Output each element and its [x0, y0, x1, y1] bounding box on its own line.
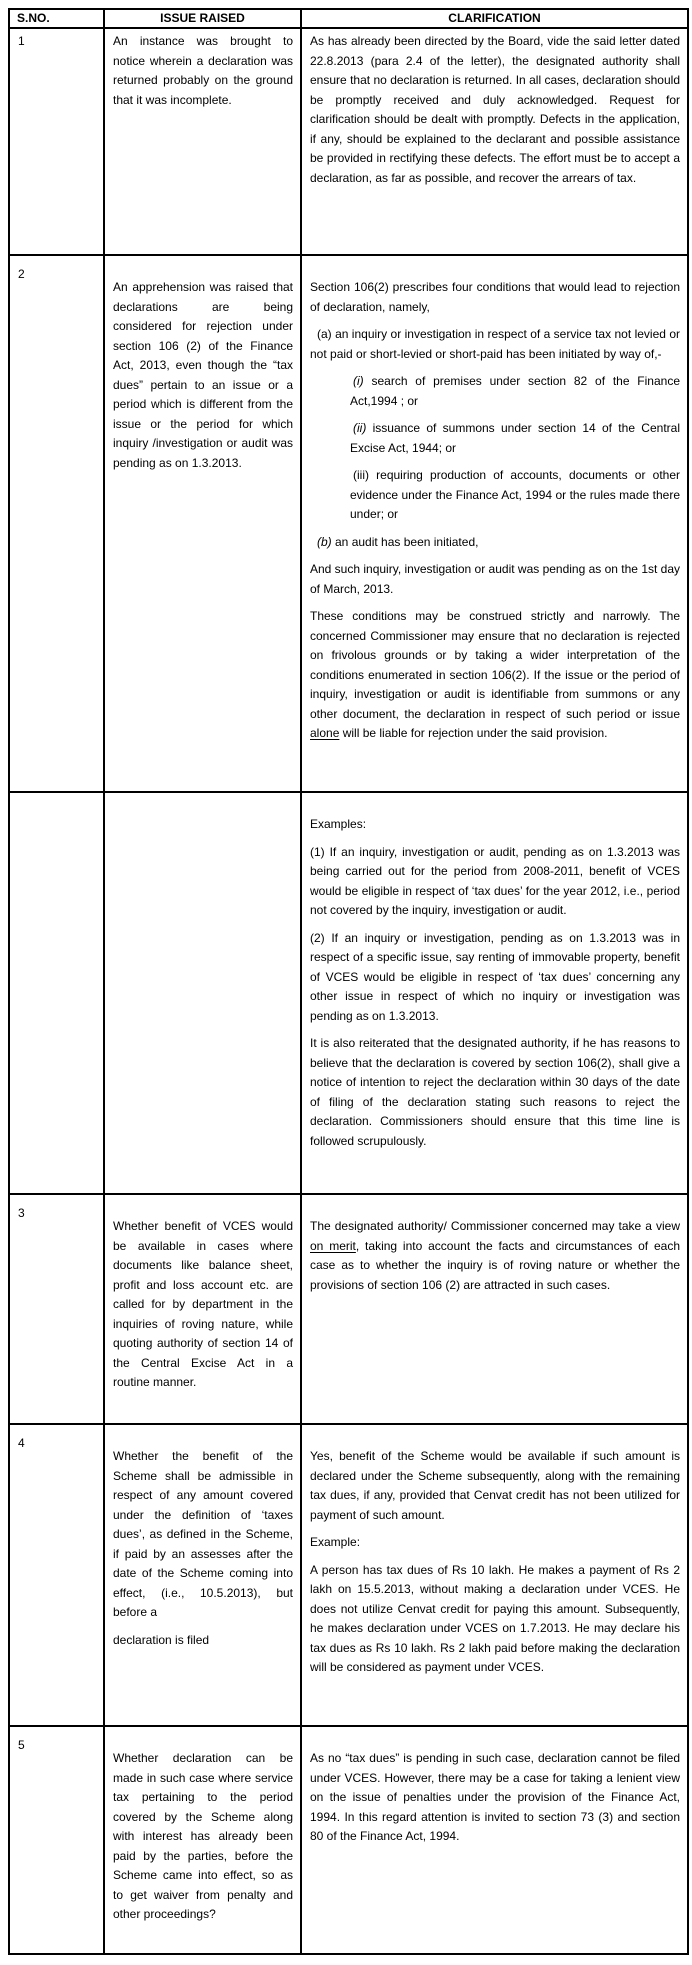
- table-row: [9, 28, 688, 255]
- table-row: [9, 1424, 688, 1726]
- paragraph: Example:: [310, 1535, 361, 1549]
- underlined-text: alone: [310, 726, 340, 740]
- paragraph: (1) If an inquiry, investigation or audit, pending as on 1.3.2013 was being carried out for the period from 2008-2011, benefit of VCES would be eligible in respect of ‘tax dues’ for the year 2012, i.e., period not covered by the inquiry, investigation or audit.: [310, 844, 680, 917]
- table-row: [9, 255, 688, 792]
- italic-text: (i): [353, 374, 364, 388]
- paragraph: An apprehension was raised that declarations are being considered for rejection under section 106 (2) of the Finance Act, 2013, even though the “tax dues” pertain to an issue or a period which is different from the issue or the period for which inquiry /investigation or audit was pending as on 1.3.2013.: [113, 280, 293, 470]
- column-header-clarification: CLARIFICATION: [301, 9, 688, 28]
- cell-issue-raised: [104, 792, 301, 1194]
- table-header-row: [9, 9, 688, 28]
- paragraph: Section 106(2) prescribes four conditions that would lead to rejection of declaration, namely,: [310, 280, 680, 314]
- cell-serial-number: 5: [9, 1726, 104, 1954]
- cell-serial-number: 2: [9, 255, 104, 792]
- table-row: [9, 1726, 688, 1954]
- paragraph: As has already been directed by the Board, vide the said letter dated 22.8.2013 (para 2.4 of the letter), the designated authority shall ensure that no declaration is returned. In all cases, declaration should be promptly received and duly acknowledged. Request for clarification should be dealt with promptly. Defects in the application, if any, should be explained to the declarant and possible assistance be provided in rectifying these defects. The effort must be to accept a declaration, as far as possible, and recover the arrears of tax.: [310, 34, 680, 185]
- cell-issue-raised: [104, 28, 301, 255]
- cell-clarification: [301, 1726, 688, 1954]
- paragraph: (ii) issuance of summons under section 14 of the Central Excise Act, 1944; or: [350, 421, 680, 455]
- column-header-issue: ISSUE RAISED: [104, 9, 301, 28]
- cell-issue-raised: [104, 255, 301, 792]
- table-row: [9, 792, 688, 1194]
- cell-clarification: [301, 1194, 688, 1424]
- paragraph: The designated authority/ Commissioner concerned may take a view on merit, taking into account the facts and circumstances of each case as to whether the inquiry is of roving nature or whether the provisions of section 106 (2) are attracted in such cases.: [310, 1219, 681, 1292]
- paragraph: An instance was brought to notice wherein a declaration was returned probably on the ground that it was incomplete.: [113, 34, 293, 107]
- paragraph: (2) If an inquiry or investigation, pending as on 1.3.2013 was in respect of a specific issue, say renting of immovable property, benefit of VCES would be eligible in respect of ‘tax dues’ concerning any other issue in respect of which no inquiry or investigation was pending as on 1.3.2013.: [310, 930, 680, 1023]
- paragraph: (i) search of premises under section 82 of the Finance Act,1994 ; or: [350, 374, 680, 408]
- cell-clarification: [301, 1424, 688, 1726]
- column-header-sno: S.NO.: [9, 9, 104, 28]
- cell-clarification: [301, 28, 688, 255]
- paragraph: And such inquiry, investigation or audit was pending as on the 1st day of March, 2013.: [310, 562, 681, 596]
- italic-text: (ii): [353, 421, 367, 435]
- italic-text: (b): [317, 534, 332, 549]
- cell-serial-number: [9, 792, 104, 1194]
- paragraph: As no “tax dues” is pending in such case, declaration cannot be filed under VCES. However, there may be a case for taking a lenient view on the issue of penalties under the provision of the Finance Act, 1994. In this regard attention is invited to section 73 (3) and section 80 of the Finance Act, 1994.: [310, 1751, 680, 1843]
- paragraph: (iii) requiring production of accounts, documents or other evidence under the Finance Act, 1994 or the rules made there under; or: [350, 468, 680, 521]
- underlined-text: on merit: [310, 1238, 356, 1253]
- cell-issue-raised: [104, 1726, 301, 1954]
- cell-clarification: [301, 792, 688, 1194]
- paragraph: A person has tax dues of Rs 10 lakh. He makes a payment of Rs 2 lakh on 15.5.2013, without making a declaration under VCES. He does not utilize Cenvat credit for paying this amount. Subsequently, he makes declaration under VCES on 1.7.2013. He may declare his tax dues as Rs 10 lakh. Rs 2 lakh paid before making the declaration will be considered as payment under VCES.: [310, 1562, 680, 1674]
- paragraph: Whether benefit of VCES would be available in cases where documents like balance sheet, profit and loss account etc. are called for by department in the inquiries of roving nature, while quoting authority of section 14 of the Central Excise Act in a routine manner.: [113, 1219, 293, 1389]
- clarification-table: [8, 8, 689, 1955]
- paragraph: These conditions may be construed strictly and narrowly. The concerned Commissioner may ensure that no declaration is rejected on frivolous grounds or by taking a wider interpretation of the conditions enumerated in section 106(2). If the issue or the period of inquiry, investigation or audit is identifiable from summons or any other document, the declaration in respect of such period or issue alone will be liable for rejection under the said provision.: [310, 609, 680, 740]
- paragraph: declaration is filed: [113, 1632, 210, 1647]
- paragraph: Whether declaration can be made in such case where service tax pertaining to the period covered by the Scheme along with interest has already been paid by the parties, before the Scheme came into effect, so as to get waiver from penalty and other proceedings?: [113, 1751, 293, 1921]
- cell-serial-number: 4: [9, 1424, 104, 1726]
- paragraph: Yes, benefit of the Scheme would be available if such amount is declared under the Scheme subsequently, along with the remaining tax dues, if any, provided that Cenvat credit has not been utilized for payment of such amount.: [310, 1449, 680, 1522]
- cell-serial-number: 3: [9, 1194, 104, 1424]
- table-row: [9, 1194, 688, 1424]
- paragraph: It is also reiterated that the designated authority, if he has reasons to believe that the declaration is covered by section 106(2), shall give a notice of intention to reject the declaration within 30 days of the date of filing of the declaration stating such reasons to reject the declaration. Commissioners should ensure that this time line is followed scrupulously.: [310, 1036, 680, 1148]
- table-body: [9, 28, 688, 1954]
- cell-issue-raised: [104, 1424, 301, 1726]
- paragraph: Examples:: [310, 817, 367, 831]
- paragraph: Whether the benefit of the Scheme shall be admissible in respect of any amount covered under the definition of ‘taxes dues’, as defined in the Scheme, if paid by an assesses after the date of the Scheme coming into effect, (i.e., 10.5.2013), but before a: [113, 1449, 293, 1619]
- paragraph: (a) an inquiry or investigation in respect of a service tax not levied or not paid or short-levied or short-paid has been initiated by way of,-: [310, 327, 680, 361]
- cell-issue-raised: [104, 1194, 301, 1424]
- cell-serial-number: 1: [9, 28, 104, 255]
- header-row: [9, 9, 688, 28]
- paragraph: (b) an audit has been initiated,: [317, 534, 479, 549]
- cell-clarification: [301, 255, 688, 792]
